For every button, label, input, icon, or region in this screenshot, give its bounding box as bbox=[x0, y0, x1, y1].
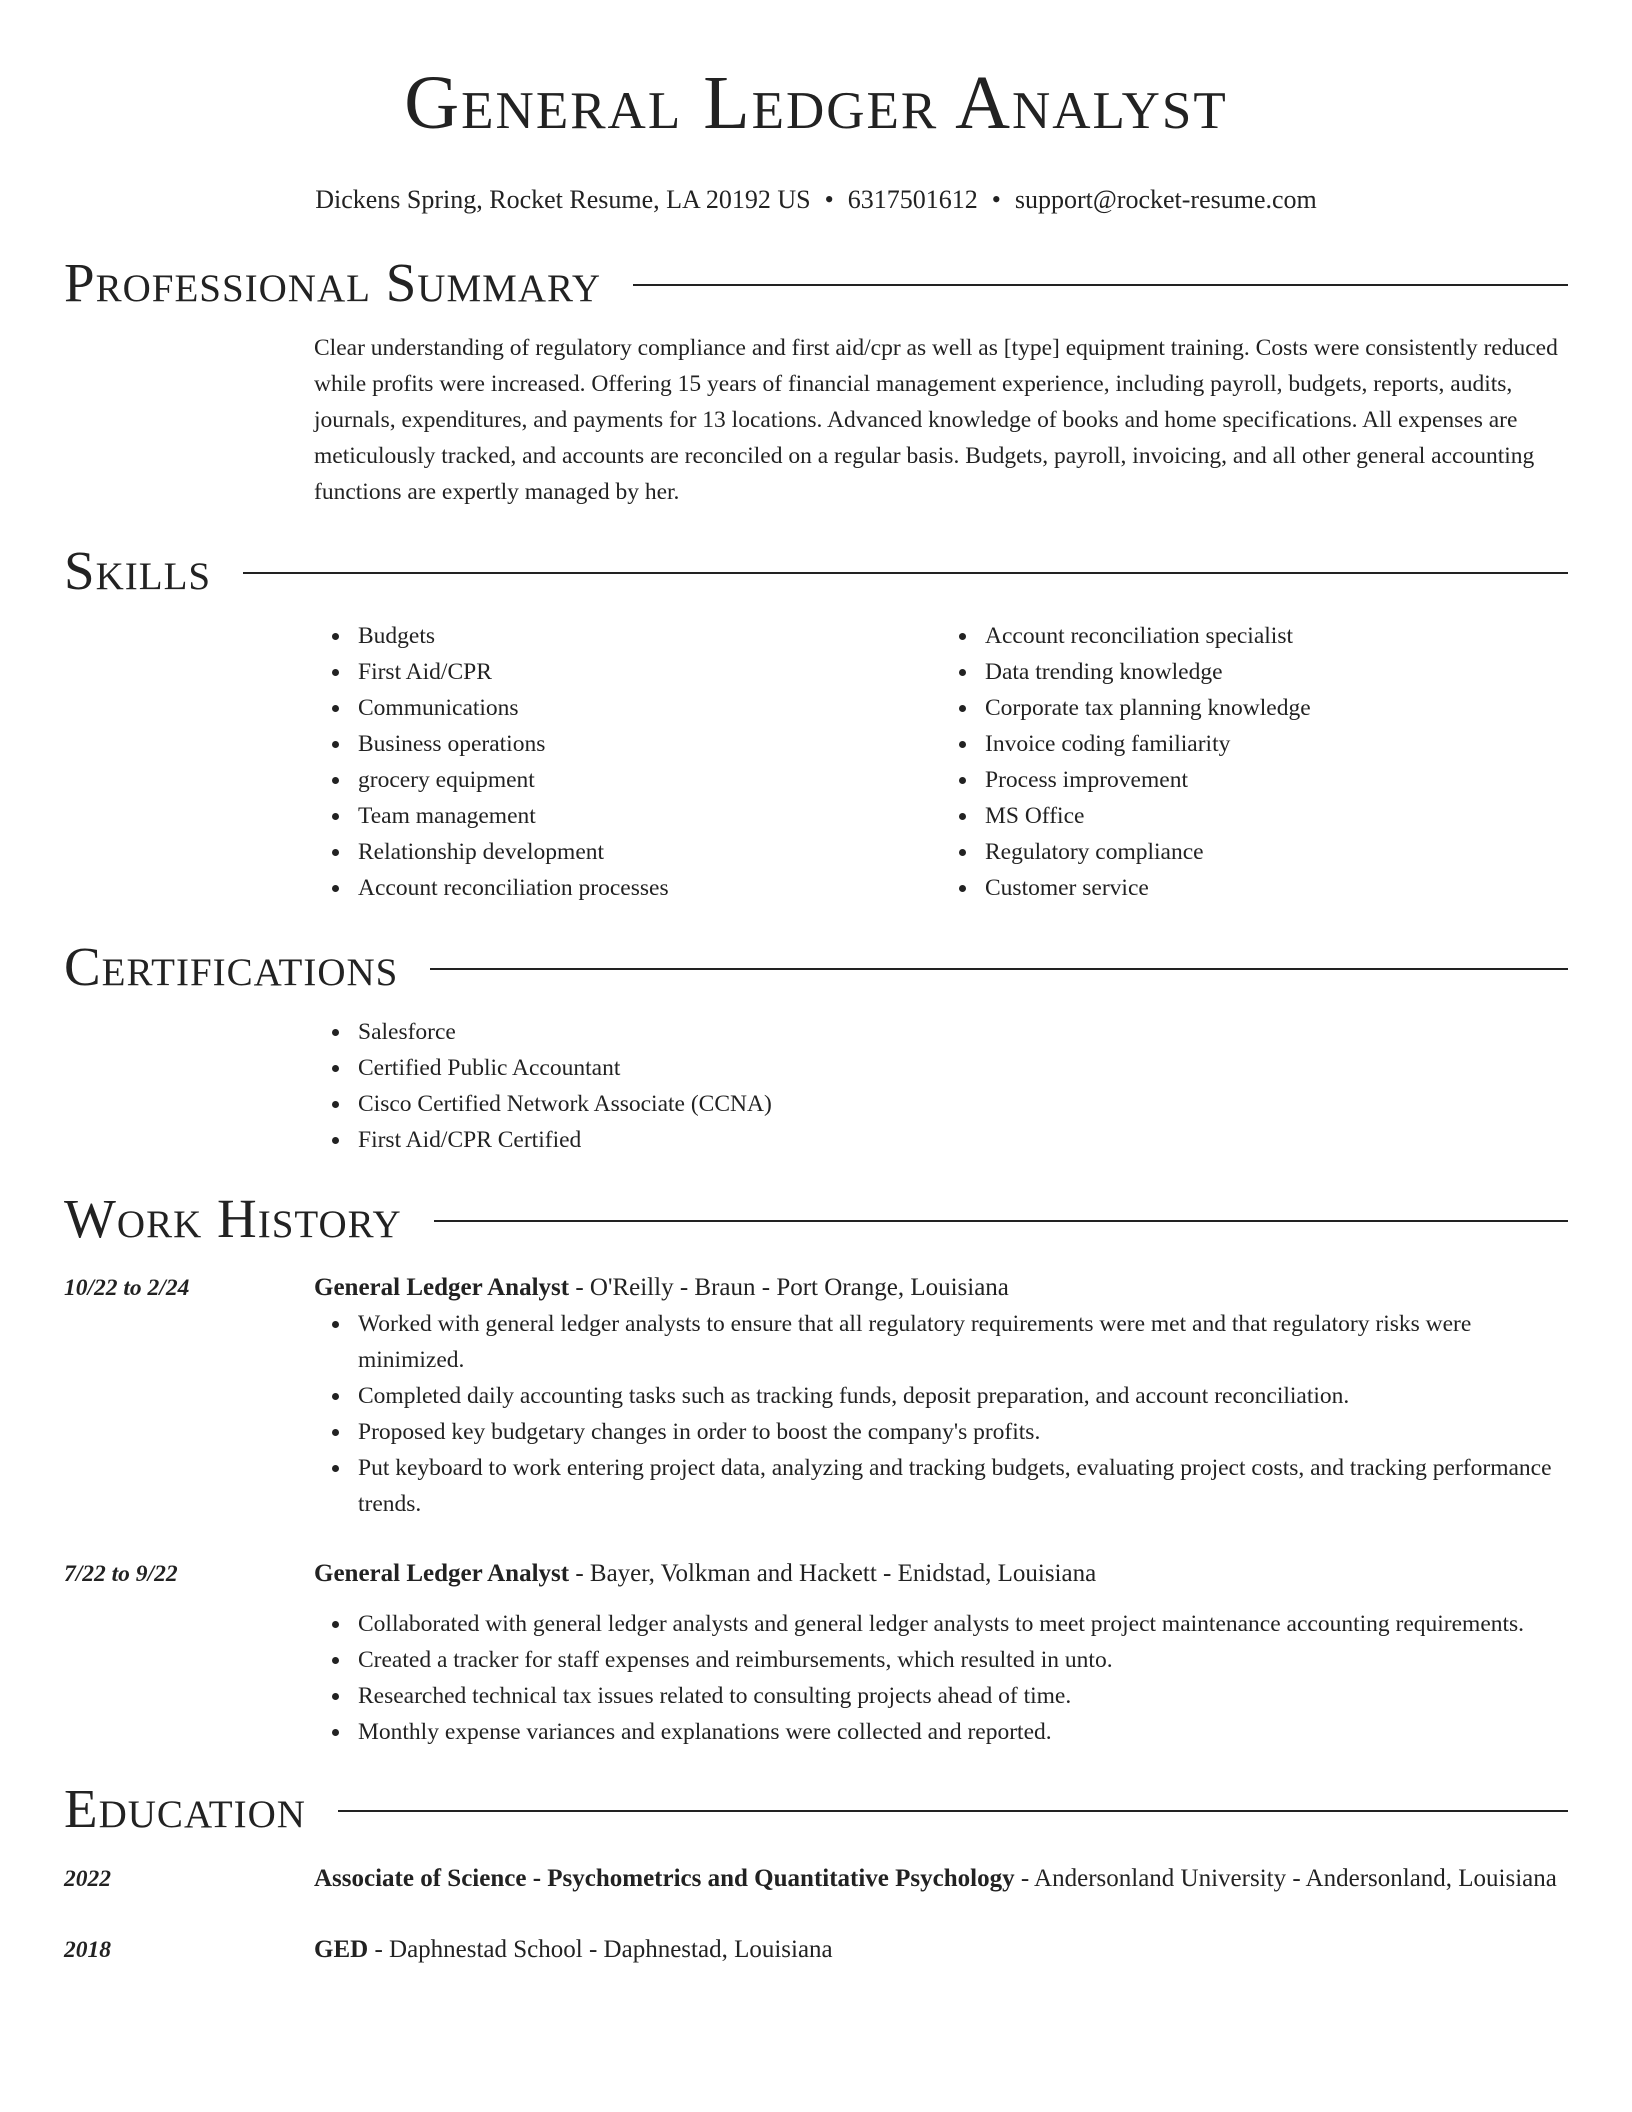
section-divider bbox=[434, 1220, 1568, 1222]
skill-item: Account reconciliation specialist bbox=[985, 618, 1568, 654]
skill-item: First Aid/CPR bbox=[358, 654, 941, 690]
education-degree: GED bbox=[314, 1936, 369, 1963]
skill-item: Corporate tax planning knowledge bbox=[985, 690, 1568, 726]
job-employer: - Bayer, Volkman and Hackett - Enidstad, Louisiana bbox=[569, 1560, 1097, 1587]
job-bullet: Created a tracker for staff expenses and reimbursements, which resulted in unto. bbox=[358, 1642, 1568, 1678]
contact-address: Dickens Spring, Rocket Resume, LA 20192 US bbox=[315, 185, 811, 214]
skill-item: Communications bbox=[358, 690, 941, 726]
job-bullet: Collaborated with general ledger analysts and general ledger analysts to meet project maintenance accounting requirements. bbox=[358, 1606, 1568, 1642]
skills-title: Skills bbox=[64, 540, 212, 601]
education-section bbox=[64, 1776, 1568, 1968]
job-heading bbox=[314, 1270, 1568, 1306]
certification-item: First Aid/CPR Certified bbox=[358, 1122, 1568, 1158]
skills-section bbox=[64, 538, 1568, 906]
contact-email: support@rocket-resume.com bbox=[1014, 185, 1317, 214]
education-year: 2018 bbox=[64, 1937, 111, 1963]
education-entry bbox=[64, 1932, 1568, 1968]
education-school: - Daphnestad School - Daphnestad, Louisiana bbox=[368, 1936, 833, 1963]
section-divider bbox=[338, 1810, 1568, 1812]
certifications-list bbox=[314, 1014, 1568, 1158]
education-title: Education bbox=[64, 1778, 306, 1839]
summary-text: Clear understanding of regulatory compliance and first aid/cpr as well as [type] equipment training. Costs were consistently reduced while profits were increased. Offering 15 years of financial management experience, including payroll, budgets, reports, audits, journals, expenditures, and payments for 13 locations. Advanced knowledge of books and home specifications. All expenses are meticulously tracked, and accounts are reconciled on a regular basis. Budgets, payroll, invoicing, and all other general accounting functions are expertly managed by her. bbox=[314, 335, 1558, 505]
contact-line bbox=[64, 184, 1568, 216]
skill-item: Customer service bbox=[985, 870, 1568, 906]
skills-list-left bbox=[314, 618, 941, 906]
job-dates: 7/22 to 9/22 bbox=[64, 1561, 178, 1587]
skill-item: Invoice coding familiarity bbox=[985, 726, 1568, 762]
contact-phone: 6317501612 bbox=[847, 185, 978, 214]
skill-item: Business operations bbox=[358, 726, 941, 762]
section-divider bbox=[430, 968, 1568, 970]
job-bullet: Completed daily accounting tasks such as tracking funds, deposit preparation, and account reconciliation. bbox=[358, 1378, 1568, 1414]
job-employer: - O'Reilly - Braun - Port Orange, Louisiana bbox=[569, 1274, 1009, 1301]
education-school: - Andersonland University - Andersonland, Louisiana bbox=[1014, 1865, 1557, 1892]
certification-item: Cisco Certified Network Associate (CCNA) bbox=[358, 1086, 1568, 1122]
skill-item: Team management bbox=[358, 798, 941, 834]
contact-separator: • bbox=[824, 185, 834, 214]
job-bullet: Researched technical tax issues related to consulting projects ahead of time. bbox=[358, 1678, 1568, 1714]
resume-name: General Ledger Analyst bbox=[404, 61, 1228, 145]
education-year: 2022 bbox=[64, 1866, 111, 1892]
job-dates: 10/22 to 2/24 bbox=[64, 1275, 190, 1301]
job-bullets bbox=[314, 1306, 1568, 1522]
job-entry bbox=[64, 1270, 1568, 1522]
job-bullet: Put keyboard to work entering project data, analyzing and tracking budgets, evaluating project costs, and tracking performance trends. bbox=[358, 1450, 1568, 1522]
summary-section bbox=[64, 250, 1568, 510]
job-title: General Ledger Analyst bbox=[314, 1560, 570, 1587]
education-degree: Associate of Science - Psychometrics and Quantitative Psychology bbox=[314, 1865, 1015, 1892]
skill-item: MS Office bbox=[985, 798, 1568, 834]
certification-item: Certified Public Accountant bbox=[358, 1050, 1568, 1086]
job-heading bbox=[314, 1556, 1568, 1592]
job-bullets bbox=[314, 1606, 1568, 1750]
work-history-title: Work History bbox=[64, 1188, 402, 1249]
job-bullet: Worked with general ledger analysts to ensure that all regulatory requirements were met and that regulatory risks were minimized. bbox=[358, 1306, 1568, 1378]
certifications-body bbox=[314, 1014, 1568, 1158]
resume-page bbox=[64, 58, 1568, 1968]
certifications-title: Certifications bbox=[64, 936, 399, 997]
skill-item: grocery equipment bbox=[358, 762, 941, 798]
job-entry bbox=[64, 1556, 1568, 1750]
skill-item: Process improvement bbox=[985, 762, 1568, 798]
summary-header bbox=[64, 250, 1568, 316]
education-details bbox=[314, 1860, 1568, 1898]
job-details bbox=[314, 1556, 1568, 1750]
skill-item: Data trending knowledge bbox=[985, 654, 1568, 690]
certification-item: Salesforce bbox=[358, 1014, 1568, 1050]
skill-item: Relationship development bbox=[358, 834, 941, 870]
skills-list-right bbox=[941, 618, 1568, 906]
contact-separator: • bbox=[991, 185, 1001, 214]
certifications-header bbox=[64, 934, 1568, 1000]
education-details bbox=[314, 1932, 1568, 1968]
skill-item: Regulatory compliance bbox=[985, 834, 1568, 870]
skill-item: Account reconciliation processes bbox=[358, 870, 941, 906]
skill-item: Budgets bbox=[358, 618, 941, 654]
job-bullet: Monthly expense variances and explanations were collected and reported. bbox=[358, 1714, 1568, 1750]
job-title: General Ledger Analyst bbox=[314, 1274, 570, 1301]
skills-grid bbox=[314, 618, 1568, 906]
skills-header bbox=[64, 538, 1568, 604]
education-header bbox=[64, 1776, 1568, 1842]
section-divider bbox=[243, 572, 1568, 574]
section-divider bbox=[633, 284, 1568, 286]
job-bullet: Proposed key budgetary changes in order to boost the company's profits. bbox=[358, 1414, 1568, 1450]
work-history-header bbox=[64, 1186, 1568, 1252]
certifications-section bbox=[64, 934, 1568, 1158]
work-history-section bbox=[64, 1186, 1568, 1750]
education-entry bbox=[64, 1860, 1568, 1898]
job-details bbox=[314, 1270, 1568, 1522]
summary-title: Professional Summary bbox=[64, 252, 602, 313]
